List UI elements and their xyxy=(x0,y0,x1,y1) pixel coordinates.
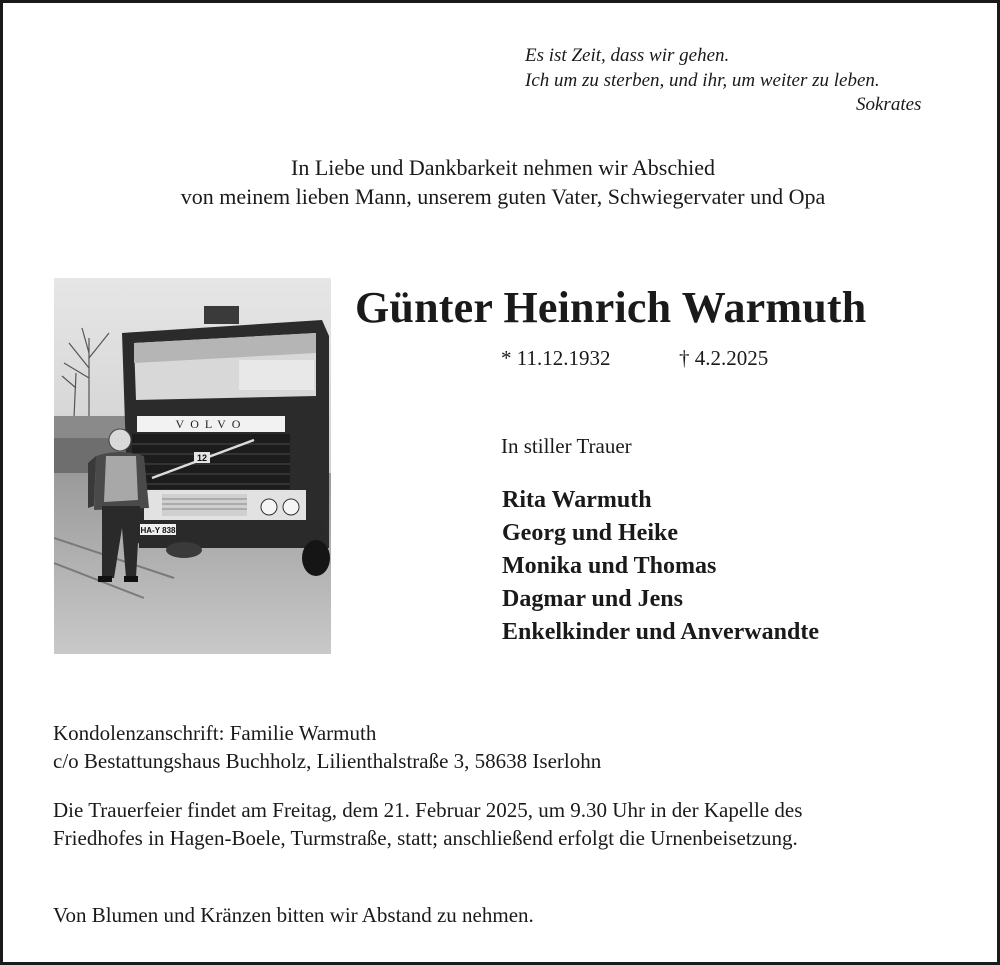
mourner-name: Dagmar und Jens xyxy=(502,586,683,612)
intro-line-2: von meinem lieben Mann, unserem guten Vater, Schwiegervater und Opa xyxy=(180,184,826,209)
mourner-name: Georg und Heike xyxy=(502,520,679,546)
mourner-name: Rita Warmuth xyxy=(502,487,652,513)
closing-note: Von Blumen und Kränzen bitten wir Abstand zu nehmen. xyxy=(53,903,534,927)
birth-date: * 11.12.1932 xyxy=(501,346,611,370)
cab-badge-text: 12 xyxy=(196,453,208,463)
death-date: † 4.2.2025 xyxy=(679,346,769,370)
grille-brand-text: VOLVO xyxy=(175,417,247,431)
condolence-line-1: Kondolenzanschrift: Familie Warmuth xyxy=(53,721,377,745)
intro-line-1: In Liebe und Dankbarkeit nehmen wir Abschied xyxy=(291,155,715,180)
quote-line-2: Ich um zu sterben, und ihr, um weiter zu leben. xyxy=(525,70,880,91)
mourner-name: Enkelkinder und Anverwandte xyxy=(502,619,819,645)
photo-illustration xyxy=(54,278,331,654)
mourning-label: In stiller Trauer xyxy=(501,434,632,458)
quote-line-1: Es ist Zeit, dass wir gehen. xyxy=(525,45,730,66)
license-plate-text: HA-Y 838 xyxy=(140,526,176,535)
deceased-name: Günter Heinrich Warmuth xyxy=(355,283,867,332)
portrait-photo xyxy=(54,278,331,654)
ceremony-line-1: Die Trauerfeier findet am Freitag, dem 21. Februar 2025, um 9.30 Uhr in der Kapelle des xyxy=(53,798,803,822)
mourner-name: Monika und Thomas xyxy=(502,553,717,579)
condolence-line-2: c/o Bestattungshaus Buchholz, Lilienthalstraße 3, 58638 Iserlohn xyxy=(53,749,602,773)
quote-author: Sokrates xyxy=(856,94,922,115)
ceremony-line-2: Friedhofes in Hagen-Boele, Turmstraße, statt; anschließend erfolgt die Urnenbeisetzung. xyxy=(53,826,798,850)
truck xyxy=(122,306,330,576)
